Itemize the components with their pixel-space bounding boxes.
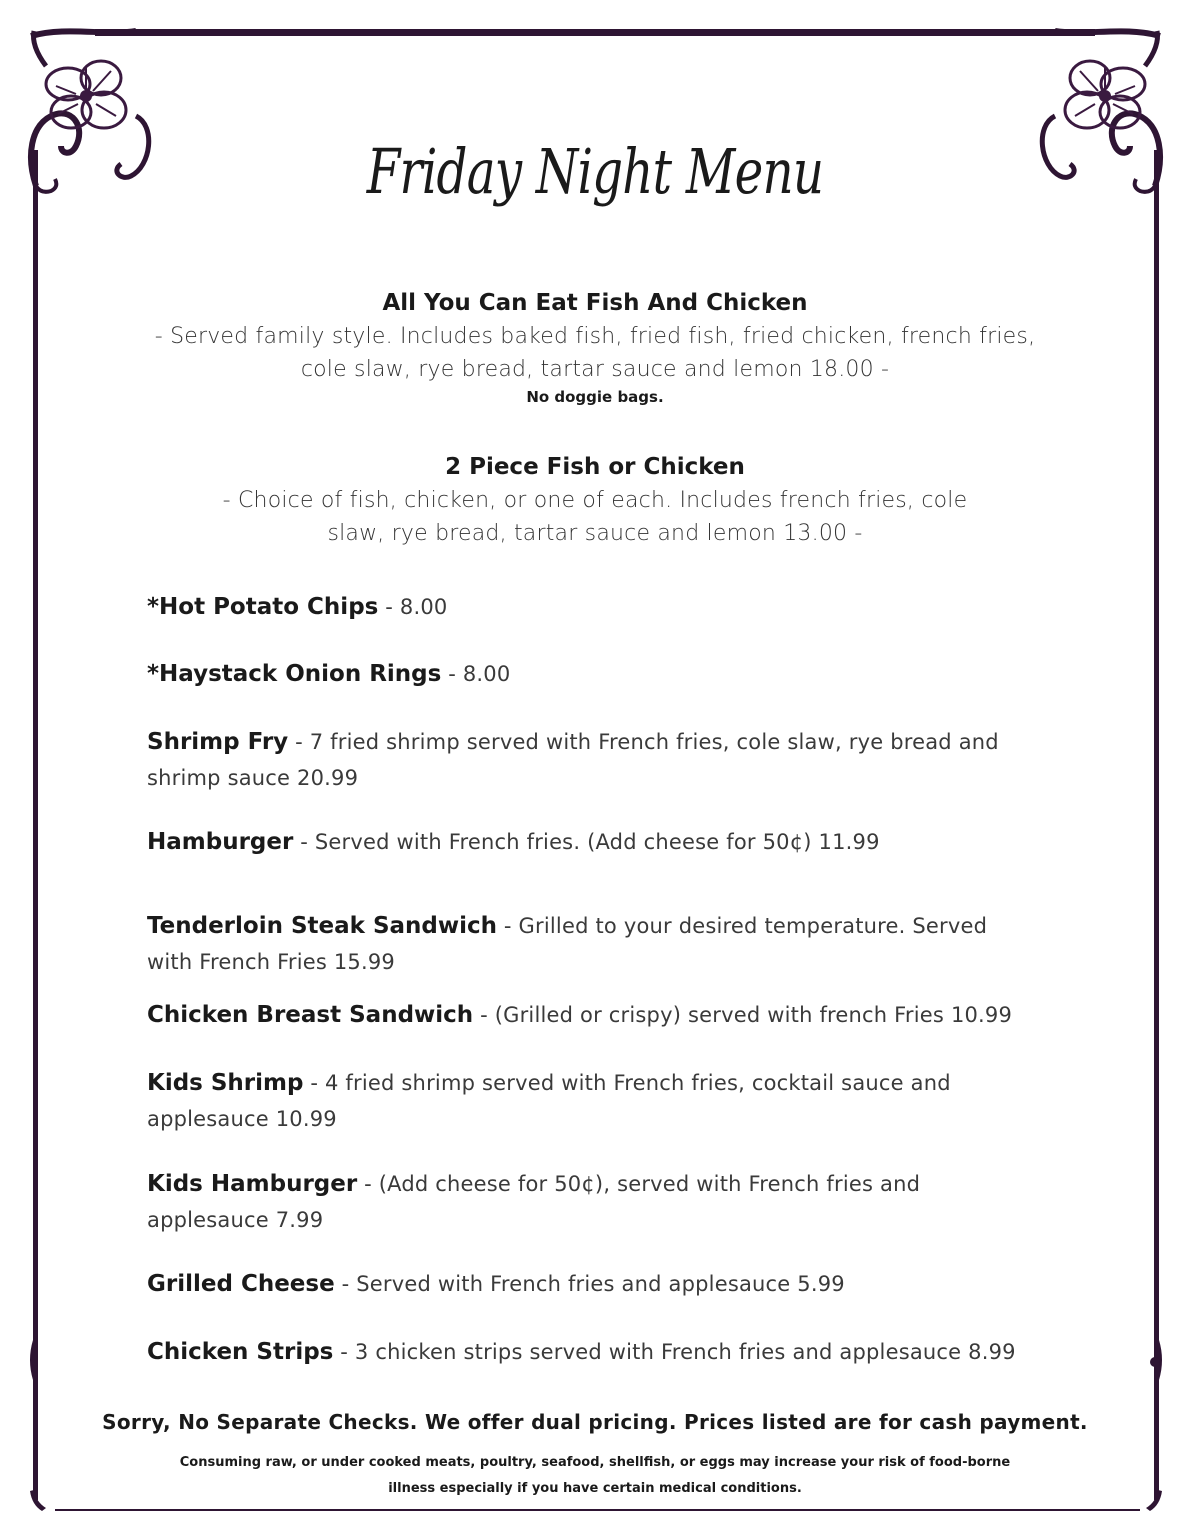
menu-item-name: Kids Hamburger — [147, 1171, 358, 1197]
menu-item-description: - (Add cheese for 50¢), served with French fries and applesauce 7.99 — [147, 1172, 921, 1232]
featured-item-note: No doggie bags. — [526, 388, 664, 406]
menu-item — [147, 1167, 1037, 1239]
menu-item — [147, 909, 1037, 981]
menu-item — [147, 725, 1037, 797]
menu-item-description: - Served with French fries. (Add cheese for 50¢) 11.99 — [293, 830, 880, 854]
menu-item-description: - (Grilled or crispy) served with french Fries 10.99 — [473, 1003, 1013, 1027]
menu-item — [147, 998, 1037, 1034]
menu-item-name: Tenderloin Steak Sandwich — [147, 913, 498, 939]
menu-item — [147, 1066, 1037, 1138]
menu-item-description: - 3 chicken strips served with French fries and applesauce 8.99 — [333, 1340, 1016, 1364]
menu-item-name: Grilled Cheese — [147, 1271, 335, 1297]
payment-policy: Sorry, No Separate Checks. We offer dual pricing. Prices listed are for cash payment. — [102, 1410, 1088, 1434]
menu-item — [147, 657, 1037, 693]
featured-item-heading: All You Can Eat Fish And Chicken — [382, 290, 808, 316]
menu-item-name: Kids Shrimp — [147, 1070, 304, 1096]
menu-item-name: Hamburger — [147, 829, 294, 855]
featured-item-heading: 2 Piece Fish or Chicken — [445, 454, 745, 480]
menu-item-description: - 4 fried shrimp served with French fries, cocktail sauce and applesauce 10.99 — [147, 1071, 951, 1131]
food-safety-warning: Consuming raw, or under cooked meats, poultry, seafood, shellfish, or eggs may increase your risk of food-borne illness especially if you have certain medical conditions. — [179, 1455, 1011, 1496]
menu-item-name: Shrimp Fry — [147, 729, 289, 755]
menu-item — [147, 1335, 1037, 1371]
featured-item — [130, 288, 1060, 408]
menu-item-description: - 8.00 — [378, 595, 448, 619]
menu-item-description: - 8.00 — [441, 662, 511, 686]
featured-item-description: - Choice of fish, chicken, or one of each. Includes french fries, cole slaw, rye bread, tartar sauce and lemon 13.00 - — [222, 488, 968, 546]
menu-item — [147, 825, 1037, 861]
menu-item-name: *Hot Potato Chips — [147, 594, 379, 620]
menu-item-name: Chicken Strips — [147, 1339, 334, 1365]
menu-item-name: *Haystack Onion Rings — [147, 661, 442, 687]
menu-item — [147, 590, 1037, 626]
menu-item — [147, 1267, 1037, 1303]
menu-item-description: - Served with French fries and applesauce 5.99 — [334, 1272, 845, 1296]
page-title: Friday Night Menu — [366, 135, 824, 208]
featured-item — [130, 452, 1060, 550]
menu-item-description: - Grilled to your desired temperature. Served with French Fries 15.99 — [147, 914, 988, 974]
featured-item-description: - Served family style. Includes baked fish, fried fish, fried chicken, french fries, cole slaw, rye bread, tartar sauce and lemon 18.00 - — [154, 324, 1036, 382]
menu-item-description: - 7 fried shrimp served with French fries, cole slaw, rye bread and shrimp sauce 20.99 — [147, 730, 999, 790]
menu-item-name: Chicken Breast Sandwich — [147, 1002, 474, 1028]
